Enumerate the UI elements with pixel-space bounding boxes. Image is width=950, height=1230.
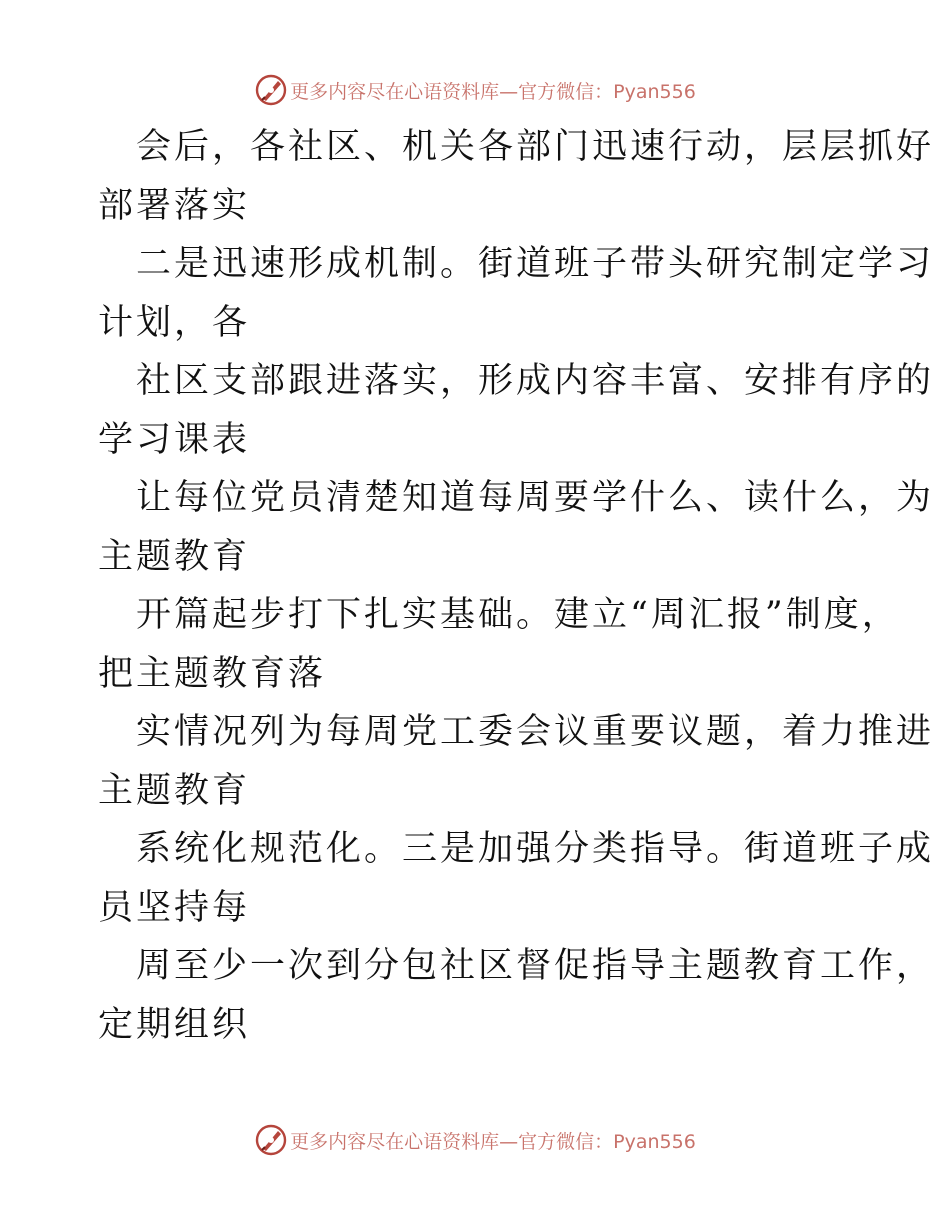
banner-text: 更多内容尽在心语资料库—官方微信：Pyan556 [290, 1130, 696, 1153]
paragraph-line: 系统化规范化。三是加强分类指导。街道班子成 [136, 829, 935, 869]
paragraph [98, 118, 935, 235]
paragraph-line: 社区支部跟进落实，形成内容丰富、安排有序的 [136, 361, 935, 401]
quill-pen-logo-icon [254, 73, 288, 107]
paragraph [98, 820, 935, 937]
paragraph-line: 实情况列为每周党工委会议重要议题，着力推进 [136, 712, 935, 752]
paragraph-line: 学习课表 [98, 419, 251, 460]
paragraph-line: 主题教育 [98, 770, 251, 811]
footer-banner [0, 1120, 950, 1160]
paragraph-line: 开篇起步打下扎实基础。建立“周汇报”制度， [136, 595, 900, 635]
paragraph [98, 937, 935, 1054]
paragraph [98, 586, 900, 703]
quill-pen-logo-icon [254, 1123, 288, 1157]
paragraph [98, 235, 935, 352]
paragraph-line: 主题教育 [98, 536, 251, 577]
paragraph-line: 把主题教育落 [98, 653, 327, 694]
paragraph [98, 703, 935, 820]
paragraph-line: 二是迅速形成机制。街道班子带头研究制定学习 [136, 244, 935, 284]
header-banner [0, 70, 950, 110]
banner-text: 更多内容尽在心语资料库—官方微信：Pyan556 [290, 80, 696, 103]
paragraph-line: 定期组织 [98, 1004, 251, 1045]
paragraph [98, 469, 935, 586]
paragraph [98, 352, 935, 469]
paragraph-line: 周至少一次到分包社区督促指导主题教育工作， [136, 946, 935, 986]
paragraph-line: 让每位党员清楚知道每周要学什么、读什么，为 [136, 478, 935, 518]
document-body [98, 118, 935, 1054]
paragraph-line: 员坚持每 [98, 887, 251, 928]
paragraph-line: 部署落实 [98, 185, 251, 226]
paragraph-line: 计划，各 [98, 302, 251, 343]
paragraph-line: 会后，各社区、机关各部门迅速行动，层层抓好 [136, 127, 935, 167]
